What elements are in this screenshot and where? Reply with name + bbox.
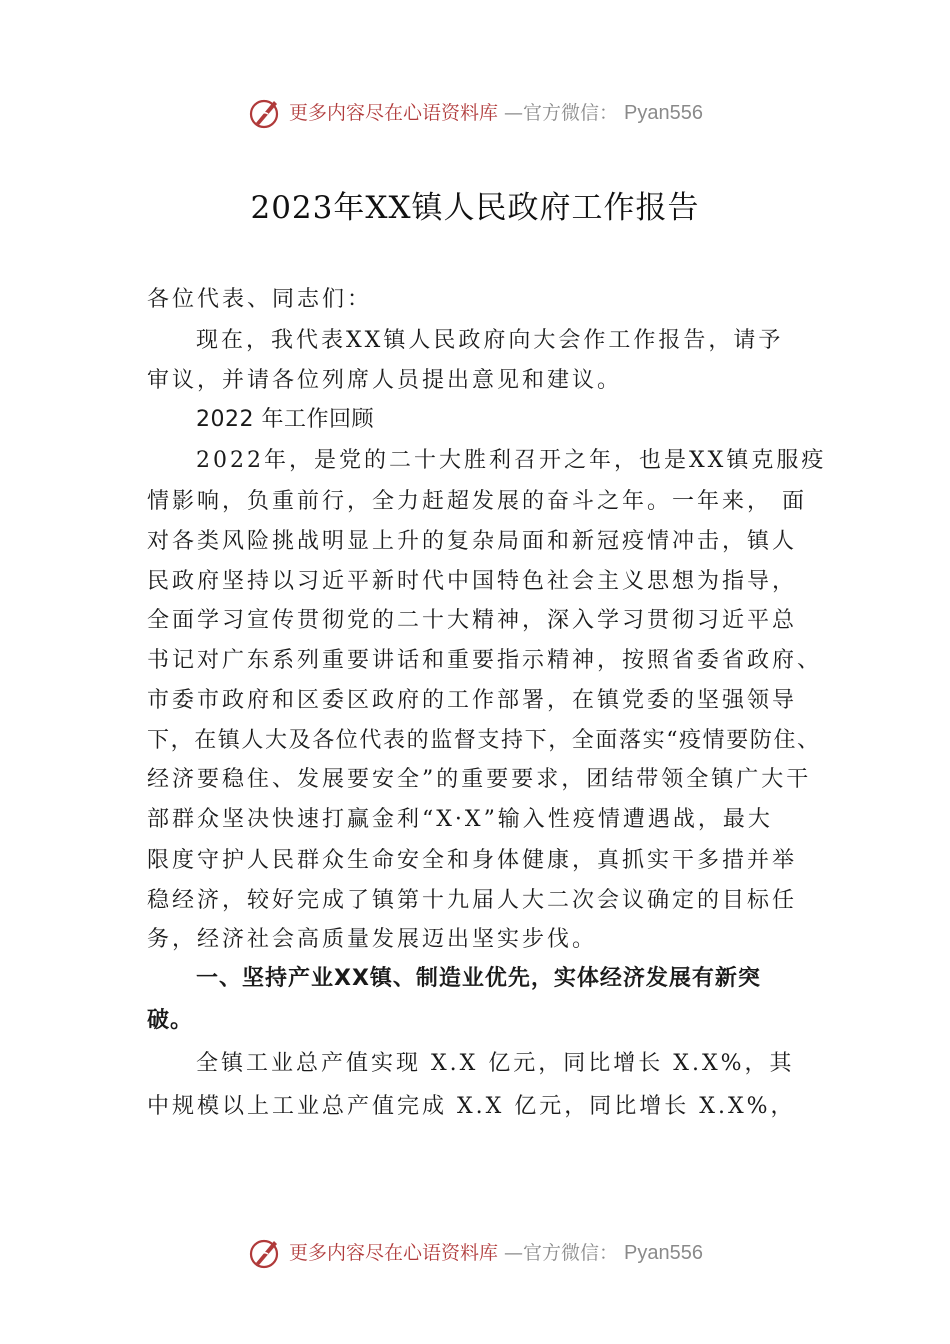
body-line: 书记对广东系列重要讲话和重要指示精神，按照省委省政府、 (147, 648, 823, 673)
body-line: 对各类风险挑战明显上升的复杂局面和新冠疫情冲击，镇人 (147, 529, 798, 554)
body-line: 现在，我代表XX镇人民政府向大会作工作报告，请予 (196, 328, 784, 353)
watermark-gray-text: —官方微信： (504, 1242, 619, 1264)
quill-logo-icon (247, 1235, 283, 1271)
salutation: 各位代表、同志们： (147, 287, 373, 312)
body-line: 限度守护人民群众生命安全和身体健康，真抓实干多措并举 (147, 848, 798, 873)
body-line: 2022年，是党的二十大胜利召开之年，也是XX镇克服疫 (196, 448, 827, 473)
body-line: 务，经济社会高质量发展迈出坚实步伐。 (147, 927, 598, 952)
body-line: 全面学习宣传贯彻党的二十大精神，深入学习贯彻习近平总 (147, 608, 798, 633)
body-line: 民政府坚持以习近平新时代中国特色社会主义思想为指导， (147, 569, 798, 594)
body-line: 审议，并请各位列席人员提出意见和建议。 (147, 368, 623, 393)
watermark-wechat-id: Pyan556 (624, 1242, 703, 1264)
section-heading-bold: 一、坚持产业XX镇、制造业优先，实体经济发展有新突 (196, 966, 761, 991)
body-line: 下，在镇人大及各位代表的监督支持下，全面落实“疫情要防住、 (147, 728, 821, 753)
watermark-banner-bottom (0, 1233, 950, 1273)
body-line: 市委市政府和区委区政府的工作部署，在镇党委的坚强领导 (147, 688, 798, 713)
watermark-red-text: 更多内容尽在心语资料库 (289, 1242, 499, 1264)
body-line: 中规模以上工业总产值完成 X.X 亿元，同比增长 X.X%， (147, 1094, 796, 1119)
body-line: 情影响，负重前行，全力赶超发展的奋斗之年。一年来， 面 (147, 489, 807, 514)
section-heading: 2022 年工作回顾 (196, 407, 374, 432)
watermark-wechat-id: Pyan556 (624, 102, 703, 124)
watermark-banner-top (0, 93, 950, 133)
document-title: 2023年XX镇人民政府工作报告 (250, 190, 700, 226)
body-line: 全镇工业总产值实现 X.X 亿元，同比增长 X.X%，其 (196, 1051, 795, 1076)
body-line: 经济要稳住、发展要安全”的重要要求，团结带领全镇广大干 (147, 767, 812, 792)
watermark-red-text: 更多内容尽在心语资料库 (289, 102, 499, 124)
section-heading-bold-cont: 破。 (147, 1008, 194, 1033)
quill-logo-icon (247, 95, 283, 131)
watermark-gray-text: —官方微信： (504, 102, 619, 124)
body-line: 稳经济，较好完成了镇第十九届人大二次会议确定的目标任 (147, 888, 798, 913)
body-line: 部群众坚决快速打赢金利“X·X”输入性疫情遭遇战，最大 (147, 807, 773, 832)
